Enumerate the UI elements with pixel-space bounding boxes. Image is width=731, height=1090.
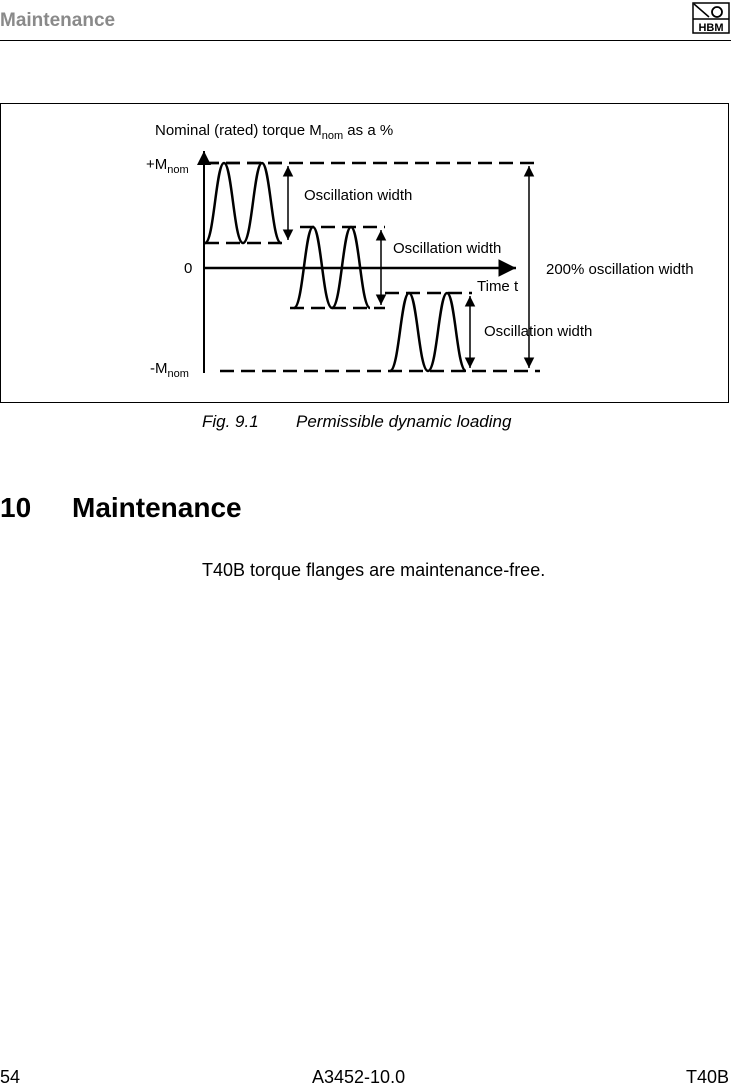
minus-mnom-label: $-M_{nom}$: [150, 360, 189, 380]
wave-1: [205, 163, 281, 243]
header-rule: [0, 40, 731, 41]
hbm-logo: [692, 2, 730, 34]
oscillation-width-label-3: Oscillation width: [484, 323, 593, 340]
plus-mnom-label: $+M_{nom}$: [146, 156, 189, 176]
oscillation-width-label-2: Oscillation width: [393, 240, 502, 257]
figure-caption-text: Permissible dynamic loading: [296, 412, 512, 431]
section-number: 10: [0, 492, 32, 523]
section-heading: [0, 492, 242, 524]
footer-document-number: A3452-10.0: [312, 1067, 406, 1087]
y-axis-title: Nominal (rated) torque $M_{nom}$ as a %: [155, 122, 394, 142]
body-paragraph: T40B torque flanges are maintenance-free.: [202, 560, 546, 580]
footer-product: T40B: [685, 1067, 729, 1087]
total-oscillation-label: 200% oscillation width: [546, 261, 694, 278]
wave-3: [390, 293, 466, 371]
oscillation-width-label-1: Oscillation width: [304, 187, 413, 204]
hbm-logo-text: HBM: [698, 22, 724, 34]
footer-page-number: 54: [0, 1067, 21, 1087]
x-axis-label: Time t: [477, 278, 519, 295]
figure-number: Fig. 9.1: [202, 412, 259, 431]
page-header-title: Maintenance: [0, 10, 116, 31]
figure-caption: [202, 412, 511, 432]
zero-label: 0: [184, 260, 193, 277]
dynamic-loading-diagram: [0, 103, 731, 403]
section-title: Maintenance: [72, 492, 242, 523]
